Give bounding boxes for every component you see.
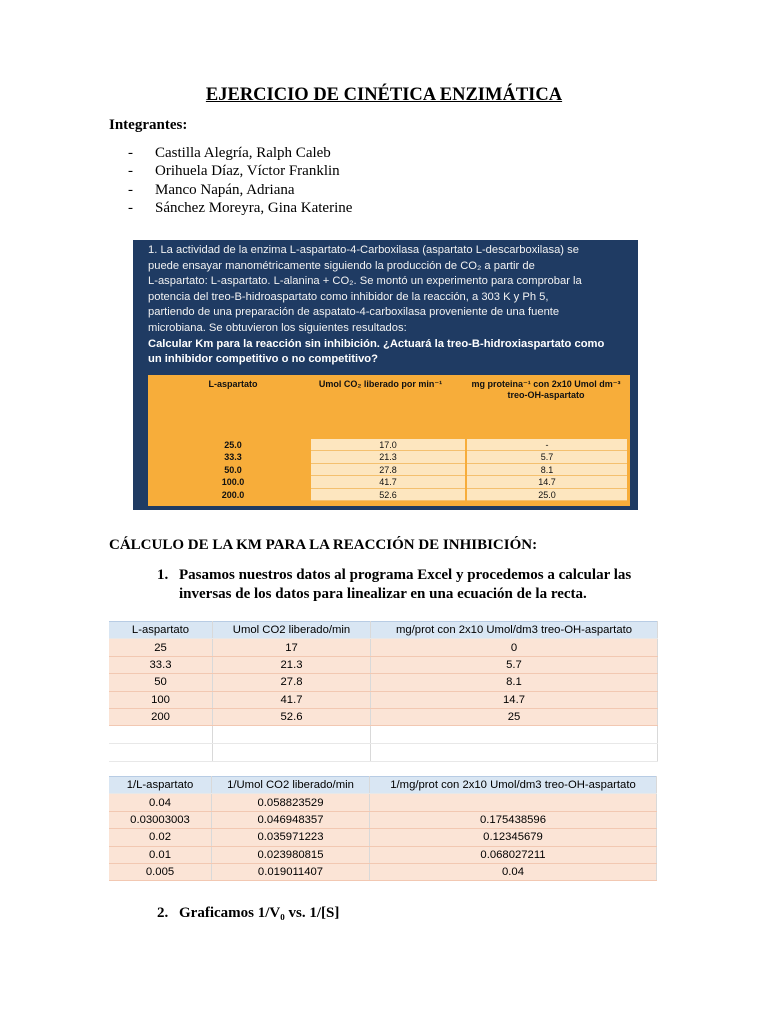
list-item: - Orihuela Díaz, Víctor Franklin — [128, 163, 340, 180]
problem-text: 1. La actividad de la enzima L-aspartato-4-Carboxilasa (aspartato L-descarboxilasa) se puede ensayar manométricamente siguiendo la producción de CO₂ a partir de L-aspartato: L-aspartato. L-alanina + CO₂. Se montó un experimento para comprobar la potencia del treo-B-hidroaspartato como inhibidor de la reacción, a 303 K y Ph 5, partiendo de una preparación de aspatato-4-carboxilasa proveniente de una fuente microbiana. Se obtuvieron los siguientes resultados: Calcular Km para la reacción sin inhibición. ¿Actuará la treo-B-hidroxiaspartato como un inhibidor competitivo o no competitivo? — [148, 243, 626, 368]
step-1: 1. Pasamos nuestros datos al programa Excel y procedemos a calcular las inversas de los datos para linealizar en una ecuación de la recta. — [157, 567, 632, 602]
table-row: 0.01 0.023980815 0.068027211 — [109, 846, 657, 863]
members-label: Integrantes: — [109, 117, 188, 133]
table-row: 50 27.8 8.1 — [109, 674, 658, 691]
table-row: 33.3 21.3 5.7 — [109, 656, 658, 673]
table-row — [109, 744, 658, 762]
excel-inverse-table — [109, 776, 657, 881]
document-title: EJERCICIO DE CINÉTICA ENZIMÁTICA — [205, 85, 563, 105]
list-item: - Manco Napán, Adriana — [128, 181, 295, 198]
problem-statement-image — [133, 240, 638, 510]
step-2: 2. Graficamos 1/V₀ vs. 1/[S] — [157, 905, 340, 921]
table-row: 50.0 27.8 8.1 — [148, 464, 630, 476]
table-row: 100.0 41.7 14.7 — [148, 476, 630, 488]
excel-data-table — [109, 621, 658, 762]
table-row: 33.3 21.3 5.7 — [148, 451, 630, 463]
table-header: L-aspartato — [208, 379, 258, 389]
table-row: 200.0 52.6 25.0 — [148, 489, 630, 501]
list-item: - Sánchez Moreyra, Gina Katerine — [128, 199, 353, 216]
table-row: 100 41.7 14.7 — [109, 691, 658, 708]
table-row: 0.04 0.058823529 — [109, 794, 657, 811]
section-heading: CÁLCULO DE LA KM PARA LA REACCIÓN DE INHIBICIÓN: — [109, 537, 538, 553]
table-header: mg proteina⁻¹ con 2x10 Umol dm⁻³ treo-OH-aspartato — [471, 379, 621, 400]
problem-question: Calcular Km para la reacción sin inhibición. ¿Actuará la treo-B-hidroxiaspartato como — [148, 337, 605, 350]
table-header-row: L-aspartato Umol CO2 liberado/min mg/prot con 2x10 Umol/dm3 treo-OH-aspartato — [109, 622, 658, 639]
table-row: 25.0 17.0 - — [148, 439, 630, 451]
table-row: 0.03003003 0.046948357 0.175438596 — [109, 811, 657, 828]
members-list — [128, 144, 352, 217]
table-row: 200 52.6 25 — [109, 708, 658, 725]
list-item: - Castilla Alegría, Ralph Caleb — [128, 145, 331, 161]
table-row — [109, 726, 658, 744]
table-row: 0.02 0.035971223 0.12345679 — [109, 829, 657, 846]
table-row: 0.005 0.019011407 0.04 — [109, 863, 657, 880]
table-row: 25 17 0 — [109, 639, 658, 656]
problem-data-table — [148, 375, 630, 506]
table-header: Umol CO₂ liberado por min⁻¹ — [318, 379, 443, 389]
table-header-row: 1/L-aspartato 1/Umol CO2 liberado/min 1/mg/prot con 2x10 Umol/dm3 treo-OH-aspartato — [109, 777, 657, 794]
